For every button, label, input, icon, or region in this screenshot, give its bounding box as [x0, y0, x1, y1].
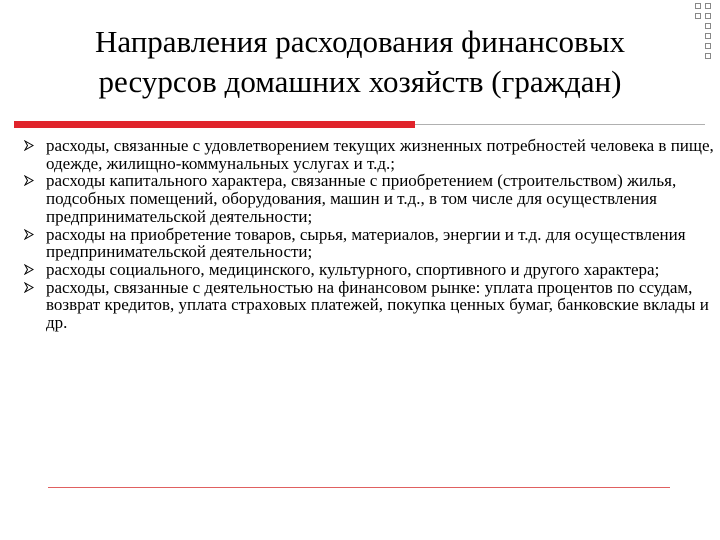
decor-square: [705, 13, 711, 19]
bullet-text: расходы капитального характера, связанные с приобретением (строительством) жилья, подсобных помещений, оборудования, машин и т.д., в том числе для осуществления предпринимательской деятельности;: [46, 171, 677, 226]
footer-divider: [48, 487, 670, 488]
bullet-text: расходы социального, медицинского, культурного, спортивного и другого характера;: [46, 259, 660, 279]
bullet-item: [18, 226, 718, 261]
arrow-bullet-icon: [24, 264, 34, 275]
slide-title: Направления расходования финансовых ресурсов домашних хозяйств (граждан): [94, 24, 626, 99]
title-underline-red: [14, 121, 415, 128]
decor-square: [705, 43, 711, 49]
bullet-text: расходы, связанные с деятельностью на финансовом рынке: уплата процентов по ссудам, возврат кредитов, уплата страховых платежей, покупка ценных бумаг, банковские вклады и др.: [46, 277, 709, 333]
bullet-item: [18, 261, 718, 279]
arrow-bullet-icon: [24, 175, 34, 186]
bullet-item: [18, 137, 718, 172]
decor-square: [695, 3, 701, 9]
bullet-text: расходы на приобретение товаров, сырья, материалов, энергии и т.д. для осуществления предпринимательской деятельности;: [46, 224, 686, 262]
decor-square: [705, 23, 711, 29]
decor-square: [695, 13, 701, 19]
arrow-bullet-icon: [24, 140, 34, 151]
bullet-item: [18, 172, 718, 225]
decor-square: [705, 3, 711, 9]
bullet-text: расходы, связанные с удовлетворением текущих жизненных потребностей человека в пище, одежде, жилищно-коммунальных услугах и т.д.;: [46, 136, 714, 173]
decorative-squares: [692, 0, 720, 100]
title-underline-gray: [415, 124, 705, 125]
decor-square: [705, 53, 711, 59]
decor-square: [705, 33, 711, 39]
bullet-list: [18, 137, 718, 332]
arrow-bullet-icon: [24, 282, 34, 293]
arrow-bullet-icon: [24, 229, 34, 240]
bullet-item: [18, 279, 718, 332]
